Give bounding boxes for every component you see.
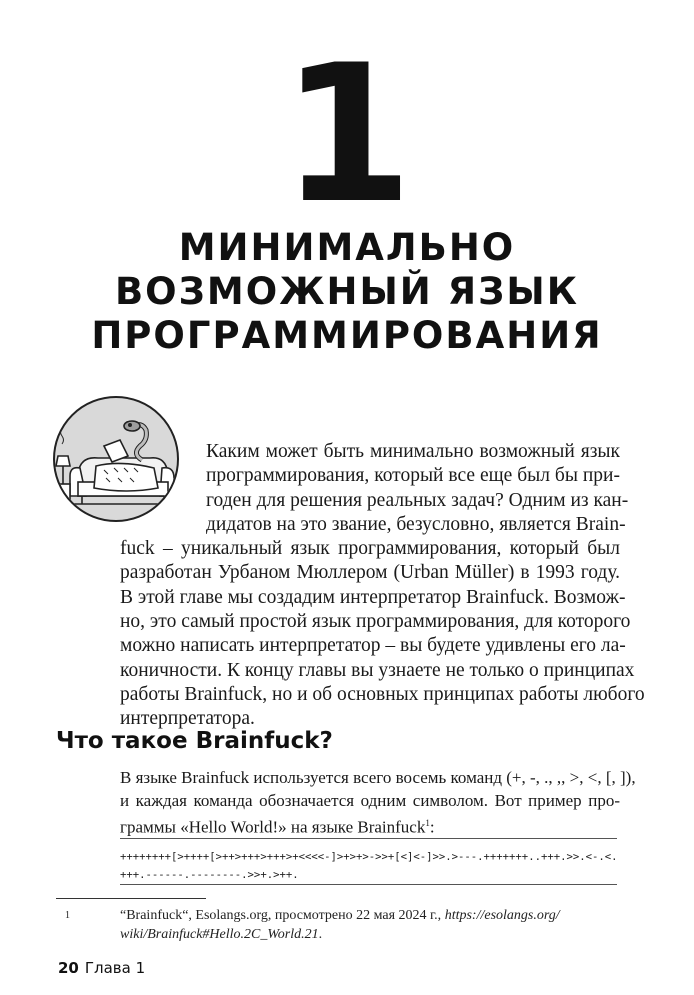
intro-line: годен для решения реальных задач? Одним из кан-	[206, 489, 629, 511]
intro-line: коничности. К концу главы вы узнаете не только о принципах	[120, 659, 635, 681]
chapter-title-line-3: ПРОГРАММИРОВАНИЯ	[91, 314, 603, 357]
chapter-number: 1	[280, 24, 414, 245]
footnote-mark: 1	[65, 910, 70, 921]
footnote-url-link[interactable]: https://esolangs.org/	[444, 908, 560, 923]
code-line: +++.------.--------.>>+.>++.	[120, 869, 299, 881]
footnote	[65, 906, 620, 944]
intro-line: работы Brainfuck, но и об основных принципах работы любого	[120, 683, 645, 705]
intro-line: программирования, который все еще был бы при-	[206, 465, 620, 487]
chapter-title-line-1: МИНИМАЛЬНО	[178, 226, 516, 269]
footnote-rule	[56, 898, 206, 899]
footnote-text-end: .	[318, 927, 323, 942]
code-bottom-rule	[120, 884, 617, 885]
footnote-reference[interactable]: 1	[425, 818, 430, 828]
paragraph-line	[120, 812, 620, 835]
paragraph-line-text: граммы «Hello World!» на языке Brainfuck	[120, 817, 426, 837]
intro-paragraph	[120, 440, 645, 732]
footnote-line-2	[120, 925, 620, 944]
chapter-title-line-2: ВОЗМОЖНЫЙ ЯЗЫК	[114, 270, 579, 313]
section-heading: Что такое Brainfuck?	[56, 728, 333, 754]
code-top-rule	[120, 838, 617, 839]
footnote-text: “Brainfuck“, Esolangs.org, просмотрено 22 мая 2024 г.,	[120, 908, 445, 923]
intro-line: интерпретатора.	[120, 708, 255, 730]
page-number: 20	[58, 959, 79, 977]
intro-line: но, это самый простой язык программирования, для которого	[120, 611, 631, 633]
intro-line: Каким может быть минимально возможный язык	[206, 441, 620, 462]
chapter-title	[60, 226, 634, 358]
intro-line: можно написать интерпретатор – вы будете удивлены его ла-	[120, 635, 626, 657]
footnote-line-1	[120, 906, 620, 925]
section-paragraph	[120, 767, 636, 837]
code-line: ++++++++[>++++[>++>+++>+++>+<<<<-]>+>+>->>+[<]<-]>>.>---.+++++++..+++.>>.<-.<.	[120, 851, 618, 863]
page-footer	[58, 958, 145, 978]
intro-line: разработан Урбаном Мюллером (Urban Müller) в 1993 году.	[120, 562, 620, 584]
intro-line: fuck – уникальный язык программирования, который был	[120, 538, 620, 560]
paragraph-line-end: :	[429, 817, 435, 837]
intro-line: дидатов на это звание, безусловно, является Brain-	[206, 513, 626, 535]
chapter-label: Глава 1	[84, 959, 146, 977]
code-block	[120, 848, 617, 884]
footnote-url-link-continued[interactable]: wiki/Brainfuck#Hello.2C_World.21	[120, 927, 319, 942]
paragraph-line: и каждая команда обозначается одним символом. Вот пример про-	[120, 790, 620, 810]
paragraph-line: В языке Brainfuck используется всего восемь команд (+, -, ., ,, >, <, [, ]),	[120, 768, 636, 787]
intro-line: В этой главе мы создадим интерпретатор Brainfuck. Возмож-	[120, 586, 626, 608]
